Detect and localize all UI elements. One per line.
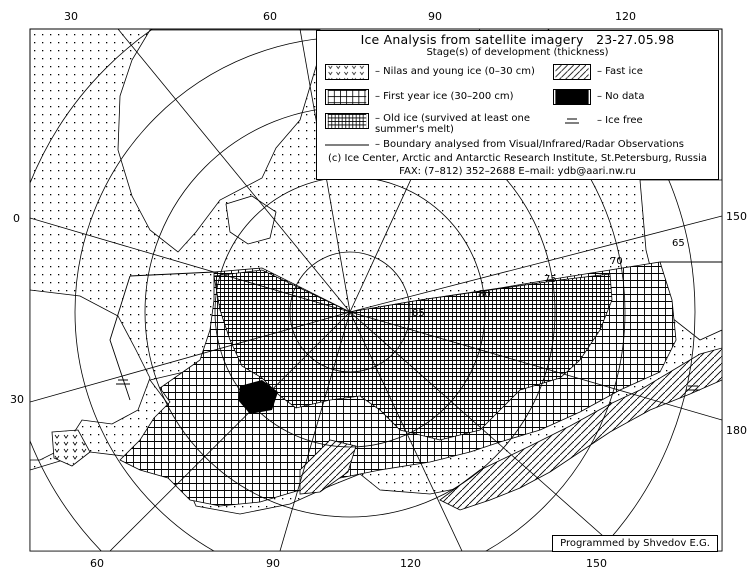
lon-left-30: 30 <box>10 393 24 406</box>
legend-item-fast <box>553 64 643 80</box>
fast-ice-swatch <box>553 64 591 80</box>
legend-period: 23-27.05.98 <box>596 32 675 47</box>
lon-top-30: 30 <box>64 10 78 23</box>
legend-item-firstyear <box>325 89 514 105</box>
first-year-swatch <box>325 89 369 105</box>
legend-title <box>317 32 718 47</box>
legend-item-boundary <box>325 139 684 151</box>
copyright-text: (c) Ice Center, Arctic and Antarctic Research Institute, St.Petersburg, Russia <box>328 153 707 164</box>
legend-label-icefree: – Ice free <box>597 115 643 126</box>
legend-label-boundary: – Boundary analysed from Visual/Infrared/Radar Observations <box>375 139 684 150</box>
lat-label-85: 85 <box>412 308 425 319</box>
credit-box: Programmed by Shvedov E.G. <box>552 535 718 552</box>
legend-subtitle: Stage(s) of development (thickness) <box>426 47 609 58</box>
lon-right-150: 150 <box>726 210 747 223</box>
nilas-swatch <box>325 64 369 80</box>
legend-label-old: – Old ice (survived at least one summer's melt) <box>375 113 531 135</box>
legend-label-nilas: – Nilas and young ice (0–30 cm) <box>375 66 535 77</box>
contact-text: FAX: (7–812) 352–2688 E–mail: ydb@aari.nw.ru <box>399 166 636 177</box>
lat-label-75: 75 <box>544 274 557 285</box>
legend-label-nodata: – No data <box>597 91 645 102</box>
legend-item-icefree <box>553 113 643 129</box>
lon-right-180: 180 <box>726 424 747 437</box>
lon-bottom-60: 60 <box>90 557 104 570</box>
ice-free-swatch <box>553 113 591 129</box>
lon-top-120: 120 <box>615 10 636 23</box>
lon-left-0: 0 <box>13 212 20 225</box>
legend-label-fast: – Fast ice <box>597 66 643 77</box>
lon-top-60: 60 <box>263 10 277 23</box>
lon-bottom-150: 150 <box>586 557 607 570</box>
lat-label-70: 70 <box>610 256 623 267</box>
old-ice-swatch <box>325 113 369 129</box>
legend-title-text: Ice Analysis from satellite imagery <box>360 32 584 47</box>
lat-label-80: 80 <box>478 289 491 300</box>
legend-item-nodata <box>553 89 644 105</box>
no-data-swatch <box>553 89 591 105</box>
lon-bottom-120: 120 <box>400 557 421 570</box>
boundary-swatch <box>325 139 369 151</box>
lon-bottom-90: 90 <box>266 557 280 570</box>
legend-label-firstyear: – First year ice (30–200 cm) <box>375 91 514 102</box>
lon-top-90: 90 <box>428 10 442 23</box>
lat-label-65: 65 <box>672 238 685 249</box>
legend-item-old <box>325 113 545 135</box>
legend-item-nilas <box>325 64 535 80</box>
legend-box <box>316 30 719 180</box>
